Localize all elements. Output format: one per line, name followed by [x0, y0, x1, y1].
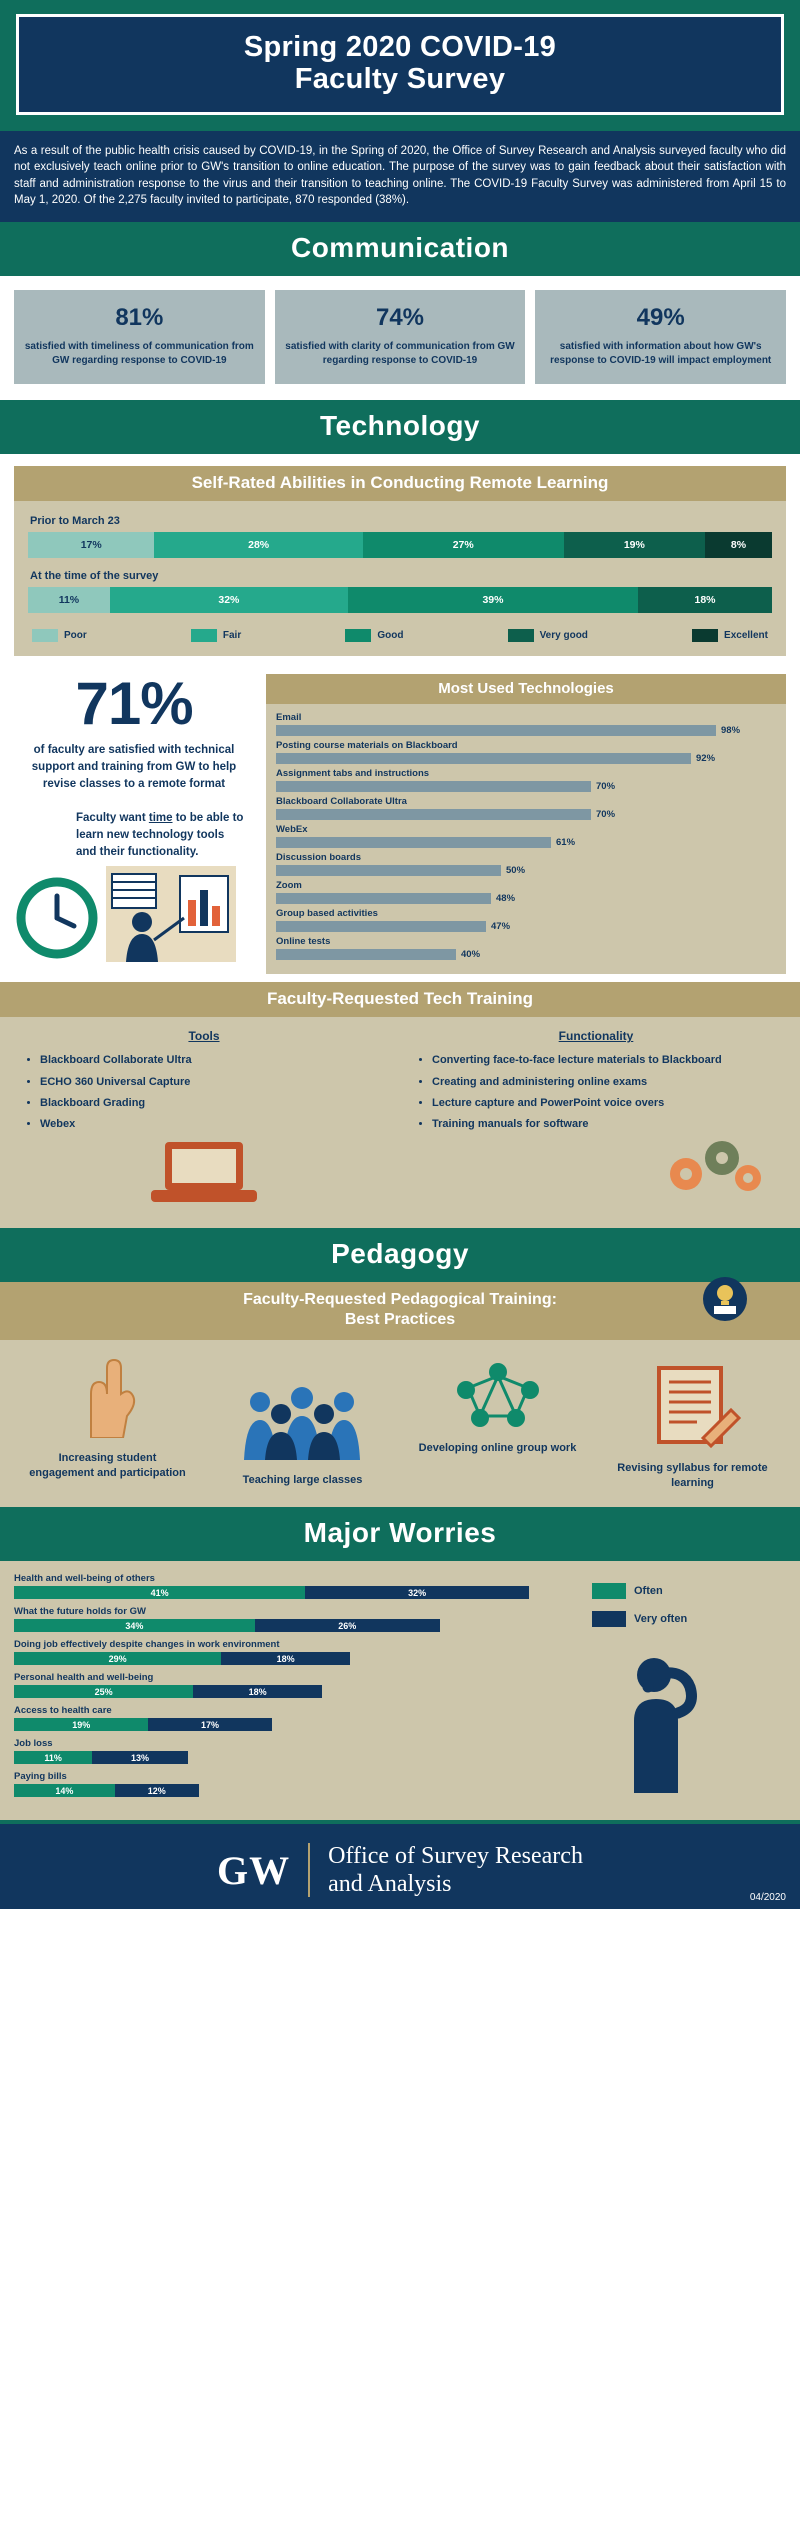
title-line-1: Spring 2020 COVID-19	[243, 31, 557, 63]
pedagogy-subtitle	[0, 1282, 800, 1340]
self-rated-row-label: At the time of the survey	[30, 570, 159, 583]
list-item: • Blackboard Collaborate Ultra	[40, 1053, 390, 1067]
worry-label: Paying bills	[14, 1771, 67, 1783]
legend-label: Very good	[539, 630, 588, 642]
most-used-list	[266, 704, 786, 974]
gears-icon	[652, 1138, 782, 1198]
section-header-communication: Communication	[0, 222, 800, 276]
gw-logo: GW	[217, 1847, 291, 1893]
worry-bars	[14, 1619, 574, 1632]
clock-icon	[14, 866, 100, 962]
legend-label: Poor	[64, 630, 87, 642]
worry-often: 14%	[14, 1784, 115, 1797]
footer	[0, 1824, 800, 1909]
most-used-label: Email	[276, 712, 302, 724]
most-used-item	[276, 908, 776, 932]
legend-swatch-very-often	[592, 1611, 626, 1627]
pedagogy-subtitle-line1: Faculty-Requested Pedagogical Training:	[243, 1291, 557, 1309]
segment-very-good: 18%	[638, 587, 772, 613]
worry-bars	[14, 1751, 574, 1764]
stat-description: satisfied with clarity of communication from GW regarding response to COVID-19	[285, 341, 515, 367]
most-used-barwrap	[276, 893, 776, 904]
stat-card	[14, 290, 265, 384]
stat-card	[535, 290, 786, 384]
pedagogy-items	[0, 1340, 800, 1507]
most-used-bar	[276, 753, 691, 764]
footer-rule	[308, 1843, 310, 1897]
legend-item-good	[345, 629, 403, 642]
pedagogy-item-engagement	[28, 1354, 188, 1481]
worry-row	[14, 1738, 574, 1764]
worried-person-icon	[598, 1643, 718, 1793]
legend-item-fair	[191, 629, 241, 642]
worry-very-often: 18%	[193, 1685, 322, 1698]
most-used-bar	[276, 921, 486, 932]
functionality-list	[432, 1053, 782, 1131]
most-used-barwrap	[276, 809, 776, 820]
legend-item-often	[592, 1583, 786, 1599]
legend-swatch-very-good	[508, 629, 534, 642]
support-description: of faculty are satisfied with technical support and training from GW to help revise classes to a remote format	[31, 744, 237, 790]
tools-column	[18, 1029, 390, 1210]
faculty-time-note	[76, 810, 246, 860]
most-used-value: 92%	[696, 753, 716, 765]
most-used-label: WebEx	[276, 824, 308, 836]
most-used-bar	[276, 865, 501, 876]
most-used-bar	[276, 949, 456, 960]
stat-percent: 74%	[375, 304, 425, 332]
segment-good: 27%	[363, 532, 564, 558]
most-used-label: Zoom	[276, 880, 302, 892]
most-used-label: Posting course materials on Blackboard	[276, 740, 458, 752]
most-used-value: 48%	[496, 893, 516, 905]
stat-percent: 49%	[636, 304, 685, 332]
most-used-bar	[276, 725, 716, 736]
most-used-label: Assignment tabs and instructions	[276, 768, 430, 780]
segment-excellent: 8%	[705, 532, 772, 558]
segment-poor: 11%	[28, 587, 110, 613]
worry-bars	[14, 1586, 574, 1599]
most-used-value: 61%	[556, 837, 576, 849]
lightbulb-book-icon	[702, 1276, 748, 1322]
most-used-column	[266, 674, 786, 974]
most-used-barwrap	[276, 837, 776, 848]
self-rated-legend	[28, 625, 772, 642]
most-used-item	[276, 768, 776, 792]
tech-training-title: Faculty-Requested Tech Training	[0, 982, 800, 1017]
title-line-2: Faculty Survey	[294, 63, 506, 96]
worry-very-often: 18%	[221, 1652, 350, 1665]
worry-often: 25%	[14, 1685, 193, 1698]
most-used-value: 40%	[461, 949, 481, 961]
pedagogy-item-group-work	[418, 1354, 578, 1456]
segment-fair: 28%	[154, 532, 362, 558]
worry-bars	[14, 1718, 574, 1731]
self-rated-row-label: Prior to March 23	[30, 515, 120, 528]
worry-very-often: 17%	[148, 1718, 271, 1731]
segment-good: 39%	[348, 587, 638, 613]
most-used-barwrap	[276, 753, 776, 764]
worry-very-often: 32%	[305, 1586, 529, 1599]
legend-item-very-often	[592, 1611, 786, 1627]
worry-very-often: 12%	[115, 1784, 199, 1797]
footer-line-2: and Analysis	[328, 1871, 452, 1898]
legend-swatch-poor	[32, 629, 58, 642]
section-header-pedagogy: Pedagogy	[0, 1228, 800, 1282]
most-used-barwrap	[276, 865, 776, 876]
legend-item-very-good	[508, 629, 588, 642]
legend-label: Very often	[634, 1613, 688, 1626]
most-used-label: Group based activities	[276, 908, 378, 920]
list-item: • Blackboard Grading	[40, 1096, 390, 1110]
most-used-item	[276, 740, 776, 764]
note-before: Faculty want	[76, 812, 149, 825]
most-used-value: 47%	[491, 921, 511, 933]
legend-swatch-often	[592, 1583, 626, 1599]
most-used-barwrap	[276, 725, 776, 736]
group-of-people-icon	[238, 1376, 368, 1460]
legend-label: Good	[377, 630, 404, 642]
worries-chart	[14, 1573, 574, 1804]
illustration-row	[14, 866, 254, 962]
most-used-label: Discussion boards	[276, 852, 361, 864]
legend-item-poor	[32, 629, 87, 642]
support-big-percent: 71%	[75, 670, 193, 738]
pedagogy-item-large-classes	[223, 1354, 383, 1488]
worry-row	[14, 1573, 574, 1599]
self-rated-section	[0, 454, 800, 660]
worry-often: 19%	[14, 1718, 148, 1731]
most-used-item	[276, 852, 776, 876]
worry-often: 41%	[14, 1586, 305, 1599]
worry-label: Job loss	[14, 1738, 53, 1750]
network-nodes-icon	[450, 1354, 546, 1428]
note-underline: time	[148, 812, 173, 825]
technology-details	[0, 660, 800, 982]
list-item: • Converting face-to-face lecture materials to Blackboard	[432, 1053, 782, 1067]
pedagogy-item-syllabus	[613, 1354, 773, 1491]
worry-label: Health and well-being of others	[14, 1573, 155, 1585]
worry-label: Personal health and well-being	[14, 1672, 154, 1684]
most-used-item	[276, 880, 776, 904]
legend-item-excellent	[692, 629, 768, 642]
worry-bars	[14, 1784, 574, 1797]
list-item: • Creating and administering online exams	[432, 1075, 782, 1089]
pedagogy-caption: Teaching large classes	[242, 1474, 363, 1487]
list-item: • Training manuals for software	[432, 1117, 782, 1131]
pedagogy-caption: Revising syllabus for remote learning	[617, 1462, 768, 1490]
most-used-value: 50%	[506, 865, 526, 877]
stat-card	[275, 290, 526, 384]
worry-often: 11%	[14, 1751, 92, 1764]
tools-heading: Tools	[188, 1029, 220, 1044]
worry-row	[14, 1672, 574, 1698]
pedagogy-subtitle-line2: Best Practices	[344, 1311, 456, 1329]
legend-swatch-good	[345, 629, 371, 642]
most-used-bar	[276, 809, 591, 820]
worry-label: Access to health care	[14, 1705, 112, 1717]
most-used-item	[276, 712, 776, 736]
stat-description: satisfied with timeliness of communication from GW regarding response to COVID-19	[24, 341, 254, 367]
most-used-bar	[276, 837, 551, 848]
most-used-barwrap	[276, 781, 776, 792]
worry-very-often: 13%	[92, 1751, 187, 1764]
most-used-barwrap	[276, 921, 776, 932]
stat-percent: 81%	[115, 304, 164, 332]
worry-label: Doing job effectively despite changes in work environment	[14, 1639, 280, 1651]
stacked-bar-prior	[28, 532, 772, 558]
worry-row	[14, 1606, 574, 1632]
most-used-item	[276, 936, 776, 960]
legend-label: Excellent	[724, 630, 768, 642]
pedagogy-caption: Developing online group work	[418, 1442, 577, 1455]
most-used-value: 70%	[596, 809, 616, 821]
support-column	[14, 670, 254, 974]
legend-label: Often	[634, 1585, 663, 1598]
document-pencil-icon	[645, 1362, 741, 1448]
segment-very-good: 19%	[564, 532, 705, 558]
segment-poor: 17%	[28, 532, 154, 558]
pedagogy-sub-header	[0, 1282, 800, 1340]
list-item: • Webex	[40, 1117, 390, 1131]
most-used-bar	[276, 893, 491, 904]
legend-swatch-excellent	[692, 629, 718, 642]
legend-swatch-fair	[191, 629, 217, 642]
most-used-value: 98%	[721, 725, 741, 737]
list-item: • ECHO 360 Universal Capture	[40, 1075, 390, 1089]
list-item: • Lecture capture and PowerPoint voice overs	[432, 1096, 782, 1110]
worry-often: 29%	[14, 1652, 221, 1665]
worry-very-often: 26%	[255, 1619, 440, 1632]
section-header-worries: Major Worries	[0, 1507, 800, 1561]
raised-hand-icon	[77, 1354, 139, 1438]
worry-label: What the future holds for GW	[14, 1606, 146, 1618]
stat-description: satisfied with information about how GW's response to COVID-19 will impact employment	[550, 341, 772, 367]
laptop-icon	[149, 1138, 259, 1210]
most-used-barwrap	[276, 949, 776, 960]
segment-fair: 32%	[110, 587, 348, 613]
functionality-column	[410, 1029, 782, 1210]
self-rated-panel	[14, 501, 786, 656]
most-used-bar	[276, 781, 591, 792]
most-used-title: Most Used Technologies	[266, 674, 786, 704]
page-title	[29, 31, 771, 96]
worries-body	[0, 1561, 800, 1820]
section-header-technology: Technology	[0, 400, 800, 454]
pedagogy-caption: Increasing student engagement and participation	[29, 1452, 186, 1480]
most-used-value: 70%	[596, 781, 616, 793]
worry-bars	[14, 1685, 574, 1698]
most-used-label: Blackboard Collaborate Ultra	[276, 796, 407, 808]
worry-row	[14, 1705, 574, 1731]
worries-legend	[574, 1573, 786, 1804]
footer-line-1: Office of Survey Research	[328, 1843, 583, 1870]
title-box	[16, 14, 784, 115]
most-used-item	[276, 796, 776, 820]
worry-row	[14, 1639, 574, 1665]
most-used-label: Online tests	[276, 936, 331, 948]
header-band	[0, 0, 800, 131]
legend-label: Fair	[222, 630, 242, 642]
footer-date: 04/2020	[749, 1891, 786, 1903]
worry-row	[14, 1771, 574, 1797]
functionality-heading: Functionality	[558, 1029, 634, 1044]
note-after: to be able to learn new technology tools and their functionality.	[76, 812, 244, 858]
tech-training-body	[0, 1017, 800, 1228]
self-rated-title: Self-Rated Abilities in Conducting Remote Learning	[14, 466, 786, 501]
communication-cards	[0, 276, 800, 400]
stacked-bar-current	[28, 587, 772, 613]
worry-often: 34%	[14, 1619, 255, 1632]
footer-office-name	[328, 1842, 583, 1899]
tools-list	[40, 1053, 390, 1131]
teacher-presentation-icon	[106, 866, 236, 962]
most-used-item	[276, 824, 776, 848]
intro-paragraph: As a result of the public health crisis caused by COVID-19, in the Spring of 2020, the Office of Survey Research and Analysis surveyed faculty who did not exclusively teach online prior to GW's transition to online education. The purpose of the survey was to gain feedback about their satisfaction with staff and administration response to the virus and their transition to teaching online. The COVID-19 Faculty Survey was administered from April 15 to May 1, 2020. Of the 2,275 faculty invited to participate, 870 responded (38%).	[0, 131, 800, 222]
worry-bars	[14, 1652, 574, 1665]
